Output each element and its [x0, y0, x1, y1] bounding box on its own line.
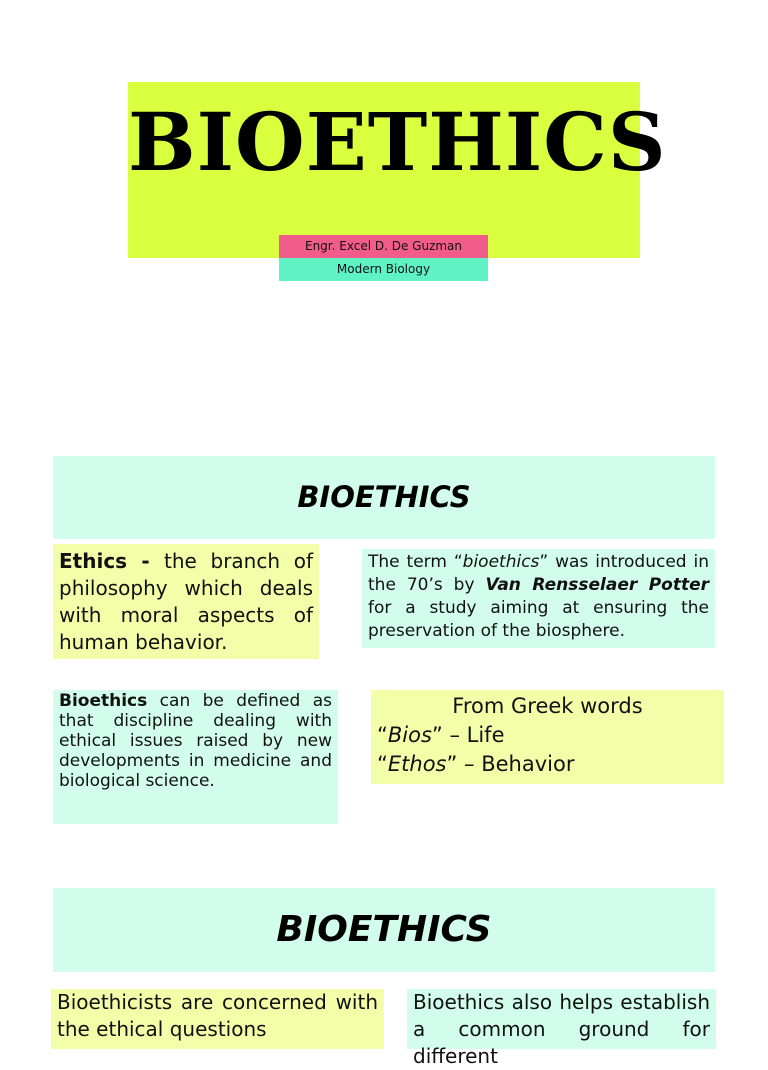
bios-word: Bios: [387, 723, 432, 747]
bios-open-quote: “: [377, 723, 388, 747]
main-title: BIOETHICS: [128, 95, 667, 189]
bioethics-helps-box: Bioethics also helps establish a common ground for different: [407, 989, 716, 1049]
term-intro-word: bioethics: [462, 552, 540, 572]
term-intro-part2: ” was introduced in the 70’s by: [368, 552, 709, 595]
greek-heading: From Greek words: [452, 694, 643, 718]
term-intro-part3: for a study aiming at ensuring the preservation of the biosphere.: [368, 598, 709, 641]
ethics-dash: -: [127, 549, 164, 573]
bios-line: [377, 721, 718, 750]
term-intro-part1: The term “: [368, 552, 463, 572]
greek-words-box: [371, 690, 724, 784]
bioethics-term: Bioethics: [59, 691, 148, 711]
slide2-header: [53, 456, 715, 539]
author-label: Engr. Excel D. De Guzman: [279, 235, 488, 258]
ethos-meaning: ” – Behavior: [446, 752, 575, 776]
ethos-word: Ethos: [387, 752, 447, 776]
slide3-header-title: BIOETHICS: [276, 909, 492, 950]
bioethics-definition-box: [53, 690, 338, 824]
ethos-open-quote: “: [377, 752, 388, 776]
bios-meaning: ” – Life: [431, 723, 505, 747]
course-label: Modern Biology: [279, 258, 488, 281]
bioethicists-concern-box: Bioethicists are concerned with the ethical questions: [51, 989, 384, 1049]
term-introduction-box: [362, 549, 715, 648]
ethics-definition-text: the branch of philosophy which deals with moral aspects of human behavior.: [59, 549, 313, 654]
ethos-line: [377, 750, 718, 779]
term-intro-person: Van Rensselaer Potter: [485, 575, 709, 595]
slide3-header: [53, 888, 715, 972]
ethics-definition-box: [53, 544, 319, 659]
ethics-term: Ethics: [59, 549, 128, 573]
bioethics-definition-text: can be defined as that discipline dealing with ethical issues raised by new developments in medicine and biological science.: [59, 691, 332, 791]
slide2-header-title: BIOETHICS: [297, 480, 471, 514]
